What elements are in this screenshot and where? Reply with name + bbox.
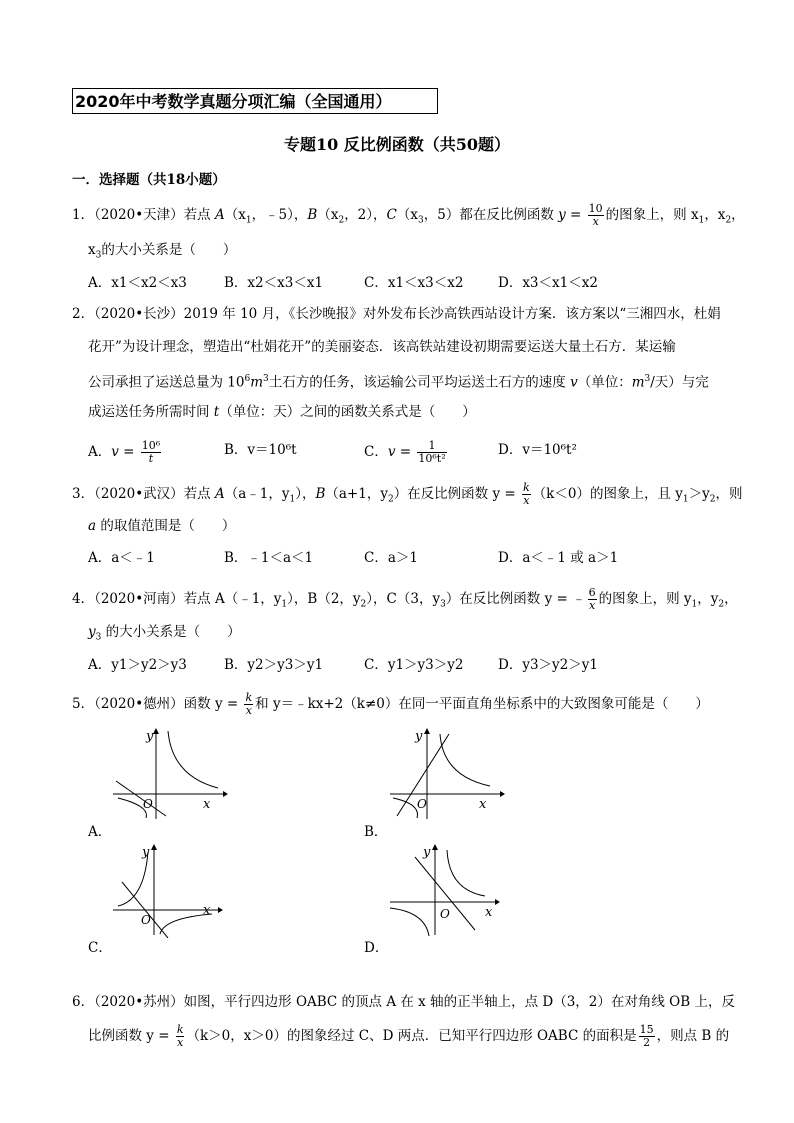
graph-c-x-label: x: [203, 903, 211, 918]
graph-b-y-label: y: [415, 729, 423, 744]
graph-b-origin: O: [417, 797, 427, 811]
page-title: 专题10 反比例函数（共50题）: [283, 135, 511, 154]
graph-d-origin: O: [440, 907, 450, 921]
q2-line1: 2．（2020•长沙）2019 年 10 月，《长沙晚报》对外发布长沙高铁西站设计方案．该方案以“三湘四水，杜娟: [72, 306, 721, 322]
q3-line2: a 的取值范围是（ ）: [88, 518, 236, 534]
q4-option-d: D．y3＞y2＞y1: [498, 657, 598, 673]
q3-option-d: D．a＜﹣1 或 a＞1: [498, 550, 619, 566]
q4-line2: $y_3$ 的大小关系是（ ）: [88, 624, 241, 643]
q1-option-b: B．x2＜x3＜x1: [224, 275, 324, 291]
q4-option-a: A．y1＞y2＞y3: [88, 657, 187, 673]
q5-line1: 5．（2020•德州）函数 y = $\frac{k}{x}$ 和 y＝﹣kx+2（k≠0）在同一平面直角坐标系中的大致图象可能是（ ）: [72, 691, 709, 717]
q1-option-d: D．x3＜x1＜x2: [498, 275, 598, 291]
q3-option-c: C．a＞1: [364, 550, 418, 566]
graph-a-origin: O: [143, 797, 153, 811]
fraction: $\frac{10}{x}$: [588, 202, 603, 228]
graph-c-label: C．: [88, 940, 112, 956]
q2-line2: 花开”为设计理念，塑造出“杜娟花开”的美丽姿态．该高铁站建设初期需要运送大量土石方．某运输: [88, 339, 676, 355]
q1-line1: 1．（2020•天津）若点 $A(x_1$，﹣5），$B(x_2$，2），$C(x_3$，5）都在反比例函数 y = $\frac{10}{x}$ 的图象上，则 $x_1$，$x_2$，: [72, 202, 745, 228]
document-header: 2020年中考数学真题分项汇编（全国通用）: [72, 88, 438, 114]
graph-c-y-label: y: [142, 845, 150, 860]
graph-b: [385, 726, 505, 822]
q4-option-b: B．y2＞y3＞y1: [224, 657, 324, 673]
q2-option-d: D．v＝10⁶t²: [498, 442, 577, 458]
q3-line1: 3．（2020•武汉）若点 A（a﹣1，$y_1$），B（a+1，$y_2$）在反比例函数 y = $\frac{k}{x}$ （k＜0）的图象上，且 $y_1>y_2$，则: [72, 481, 743, 507]
q3-option-a: A．a＜﹣1: [88, 550, 155, 566]
graph-a-label: A．: [88, 824, 112, 840]
graph-d-y-label: y: [423, 845, 431, 860]
q6-line1: 6．（2020•苏州）如图，平行四边形 OABC 的顶点 A 在 x 轴的正半轴上，点 D（3，2）在对角线 OB 上，反: [72, 994, 735, 1010]
graph-b-label: B．: [364, 824, 388, 840]
q2-option-a: A．v = $\frac{\text{10⁶}}{t}$: [88, 439, 161, 465]
q4-line1: 4．（2020•河南）若点 A（﹣1，$y_1$），B（2，$y_2$），C（3，$y_3$）在反比例函数 y = ﹣ $\frac{6}{x}$ 的图象上，则 $y_1$，$y_2$，: [72, 586, 738, 612]
section-heading: 一．选择题（共18小题）: [72, 172, 226, 188]
graph-a-y-label: y: [146, 729, 154, 744]
graph-b-x-label: x: [479, 797, 487, 812]
graph-d-x-label: x: [485, 905, 493, 920]
q2-option-b: B．v＝10⁶t: [224, 442, 297, 458]
q1-line2: $x_3$的大小关系是（ ）: [88, 242, 237, 261]
graph-a: [108, 726, 228, 822]
graph-c-origin: O: [141, 913, 151, 927]
q2-line4: 成运送任务所需时间 t（单位：天）之间的函数关系式是（ ）: [88, 404, 476, 420]
graph-a-x-label: x: [203, 797, 211, 812]
graph-d: [385, 842, 505, 938]
graph-c: [108, 842, 228, 938]
q3-option-b: B．﹣1＜a＜1: [224, 550, 314, 566]
q1-option-c: C．x1＜x3＜x2: [364, 275, 464, 291]
q2-option-c: C．v = $\frac{1}{\text{10⁶t²}}$: [364, 439, 446, 465]
q6-line2: 比例函数 y = $\frac{k}{x}$ （k＞0，x＞0）的图象经过 C、D 两点．已知平行四边形 OABC 的面积是 $\frac{15}{2}$ ，则点 B 的: [88, 1023, 730, 1049]
q1-option-a: A．x1＜x2＜x3: [88, 275, 187, 291]
q2-line3: 公司承担了运送总量为 $10^6m^3$土石方的任务，该运输公司平均运送土石方的速度 v（单位：$m^3/$天）与完: [88, 374, 709, 391]
q4-option-c: C．y1＞y3＞y2: [364, 657, 464, 673]
graph-d-label: D．: [364, 940, 389, 956]
